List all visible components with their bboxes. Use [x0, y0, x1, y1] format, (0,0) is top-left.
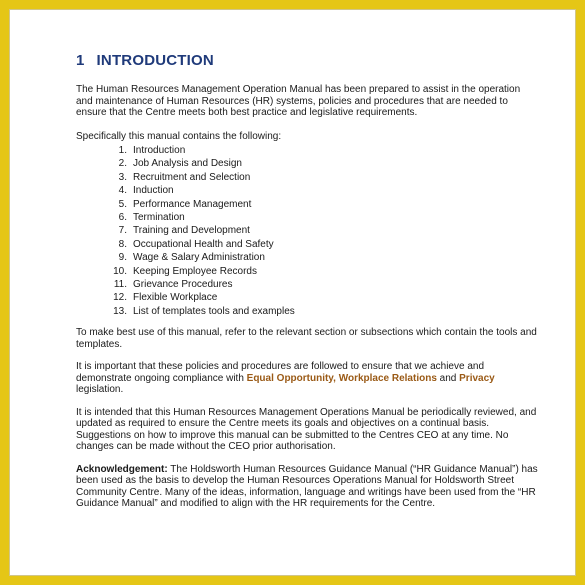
privacy-link[interactable]: Privacy: [459, 372, 495, 384]
compliance-tail: legislation.: [76, 384, 124, 396]
best-use-paragraph: To make best use of this manual, refer to the relevant section or subsections which contain the tools and templates.: [76, 327, 537, 350]
contents-item-label: Performance Management: [133, 198, 252, 210]
contents-item-number: 9 .: [107, 251, 127, 264]
compliance-paragraph: [76, 361, 538, 396]
review-paragraph: It is intended that this Human Resources Management Operations Manual be periodically reviewed, and updated as required to ensure the Centre meets its goals and objectives on a continual basis. Suggestions on how to improve this manual can be submitted to the Centres CEO at any time. No changes can be made without the CEO prior authorisation.: [76, 406, 537, 453]
contents-item-label: Keeping Employee Records: [133, 265, 257, 277]
contents-item: [76, 305, 538, 318]
contents-item: [76, 157, 538, 170]
contents-item-label: Flexible Workplace: [133, 292, 218, 304]
section-heading: [76, 52, 214, 69]
contents-item-number: 8 .: [107, 238, 127, 251]
contents-item-number: 2 .: [107, 157, 127, 170]
acknowledgement-label: Acknowledgement:: [76, 463, 168, 475]
contents-item: [76, 251, 538, 264]
section-number: 1: [76, 52, 85, 69]
contents-item-number: 5 .: [107, 198, 127, 211]
contents-item-number: 11 .: [107, 278, 127, 291]
compliance-sep-1: ,: [333, 372, 339, 384]
contents-item: [76, 211, 538, 224]
contents-item: [76, 265, 538, 278]
contents-item-label: Training and Development: [133, 225, 250, 237]
contents-item-label: Wage & Salary Administration: [133, 252, 265, 264]
contents-item: [76, 224, 538, 237]
acknowledgement-paragraph: [76, 464, 538, 510]
contents-item-label: Job Analysis and Design: [133, 158, 242, 170]
acknowledgement-text: The Holdsworth Human Resources Guidance Manual (“HR Guidance Manual”) has been used as the basis to develop the Human Resources Operations Manual for Holdsworth Street Community Centre. Many of the ideas, information, language and writings have been used from the “HR Guidance Manual” and modified to align with the HR requirements for the Centre.: [76, 463, 538, 510]
contents-item: [76, 238, 538, 251]
contents-item: [76, 171, 538, 184]
contents-item-label: Termination: [133, 211, 185, 223]
contents-lead: Specifically this manual contains the following:: [76, 130, 282, 142]
document-body: [76, 84, 538, 521]
equal-opportunity-link[interactable]: Equal Opportunity: [246, 372, 334, 384]
contents-item-number: 6 .: [107, 211, 127, 224]
workplace-relations-link[interactable]: Workplace Relations: [338, 372, 437, 384]
contents-item-label: Introduction: [133, 145, 186, 156]
contents-item: [76, 144, 538, 157]
contents-item: [76, 291, 538, 304]
contents-item-label: Grievance Procedures: [133, 278, 233, 290]
contents-item-number: 3 .: [107, 171, 127, 184]
contents-item: [76, 198, 538, 211]
contents-item-label: List of templates tools and examples: [133, 305, 295, 317]
contents-item-label: Induction: [133, 185, 174, 197]
compliance-sep-2: and: [436, 372, 460, 384]
contents-item: [76, 278, 538, 291]
intro-paragraph: The Human Resources Management Operation Manual has been prepared to assist in the operation and maintenance of Human Resources (HR) systems, policies and procedures that are needed to ensure that the Centre meets both best practice and legislative requirements.: [76, 84, 521, 118]
section-title: INTRODUCTION: [96, 52, 214, 69]
contents-item-number: 1 .: [107, 144, 127, 157]
contents-list: [76, 144, 538, 318]
contents-item-number: 7 .: [107, 224, 127, 237]
contents-item-label: Occupational Health and Safety: [133, 238, 274, 250]
contents-item-label: Recruitment and Selection: [133, 171, 251, 183]
contents-item-number: 12 .: [107, 291, 127, 304]
contents-item-number: 10 .: [107, 265, 127, 278]
contents-item-number: 4 .: [107, 184, 127, 197]
contents-item-number: 13 .: [107, 305, 127, 318]
contents-item: [76, 184, 538, 197]
document-page: [9, 9, 576, 576]
compliance-text: It is important that these policies and procedures are followed to ensure that we achieve and demonstrate ongoing compliance with: [76, 361, 485, 384]
